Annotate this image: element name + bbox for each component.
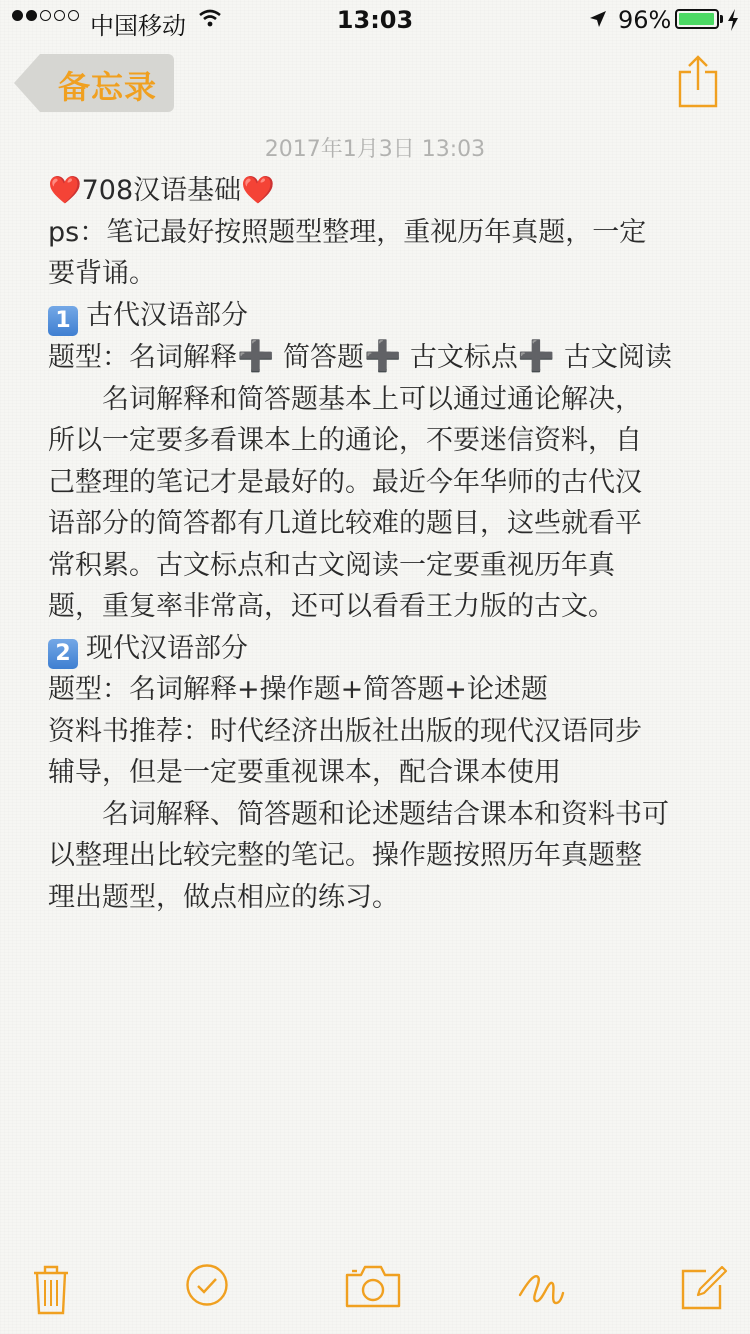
back-button-label[interactable]: 备忘录 bbox=[58, 68, 158, 106]
note-line: 常积累。古文标点和古文阅读一定要重视历年真 bbox=[48, 549, 615, 581]
status-bar bbox=[0, 0, 750, 40]
charging-bolt-icon bbox=[727, 9, 739, 31]
question-type-text: 古文阅读 bbox=[555, 342, 672, 373]
camera-icon[interactable] bbox=[344, 1263, 402, 1309]
note-line: 题型：名词解释+操作题+简答题+论述题 bbox=[48, 674, 548, 705]
checklist-icon[interactable] bbox=[185, 1263, 229, 1307]
compose-icon[interactable] bbox=[680, 1263, 728, 1311]
note-body[interactable] bbox=[48, 170, 708, 918]
plus-emoji: ➕ bbox=[363, 339, 402, 374]
battery-icon bbox=[675, 9, 719, 29]
heart-emoji: ❤️ bbox=[48, 175, 82, 206]
section-title: 古代汉语部分 bbox=[86, 299, 248, 331]
section-heading bbox=[48, 295, 708, 337]
note-line: 要背诵。 bbox=[48, 258, 156, 289]
note-line: 资料书推荐：时代经济出版社出版的现代汉语同步 bbox=[48, 715, 642, 747]
note-line: 所以一定要多看课本上的通论，不要迷信资料，自 bbox=[48, 425, 642, 456]
note-line: ps：笔记最好按照题型整理，重视历年真题，一定 bbox=[48, 216, 647, 248]
note-line: 名词解释和简答题基本上可以通过通论解决， bbox=[48, 383, 642, 415]
note-line bbox=[48, 336, 708, 379]
note-title-line bbox=[48, 170, 708, 212]
note-line: 以整理出比较完整的笔记。操作题按照历年真题整 bbox=[48, 840, 642, 871]
location-arrow-icon bbox=[588, 9, 608, 29]
battery-tip bbox=[720, 15, 723, 23]
keycap-2-emoji: 2 bbox=[48, 639, 78, 669]
keycap-1-emoji: 1 bbox=[48, 306, 78, 336]
bottom-toolbar bbox=[0, 1255, 750, 1334]
share-icon[interactable] bbox=[678, 54, 718, 108]
note-line: 语部分的简答都有几道比较难的题目，这些就看平 bbox=[48, 508, 642, 539]
note-line: 己整理的笔记才是最好的。最近今年华师的古代汉 bbox=[48, 466, 642, 498]
note-line: 题，重复率非常高，还可以看看王力版的古文。 bbox=[48, 591, 615, 622]
heart-emoji: ❤️ bbox=[241, 175, 275, 206]
question-type-text: 古文标点 bbox=[401, 342, 518, 373]
section-heading bbox=[48, 628, 708, 670]
note-line: 辅导，但是一定要重视课本，配合课本使用 bbox=[48, 757, 561, 788]
note-line: 理出题型，做点相应的练习。 bbox=[48, 881, 399, 913]
sketch-icon[interactable] bbox=[516, 1263, 566, 1309]
question-type-text: 简答题 bbox=[274, 342, 364, 373]
trash-icon[interactable] bbox=[32, 1263, 70, 1315]
note-line: 名词解释、简答题和论述题结合课本和资料书可 bbox=[48, 798, 669, 830]
section-title: 现代汉语部分 bbox=[86, 632, 248, 664]
plus-emoji: ➕ bbox=[237, 339, 275, 374]
plus-emoji: ➕ bbox=[517, 339, 556, 374]
question-type-text: 题型：名词解释 bbox=[48, 342, 237, 373]
carrier-name: 中国移动 bbox=[90, 12, 186, 40]
note-title: 708汉语基础 bbox=[81, 175, 242, 206]
status-time: 13:03 bbox=[336, 6, 414, 34]
note-date: 2017年1月3日 13:03 bbox=[264, 137, 486, 162]
battery-percent: 96% bbox=[618, 6, 672, 34]
